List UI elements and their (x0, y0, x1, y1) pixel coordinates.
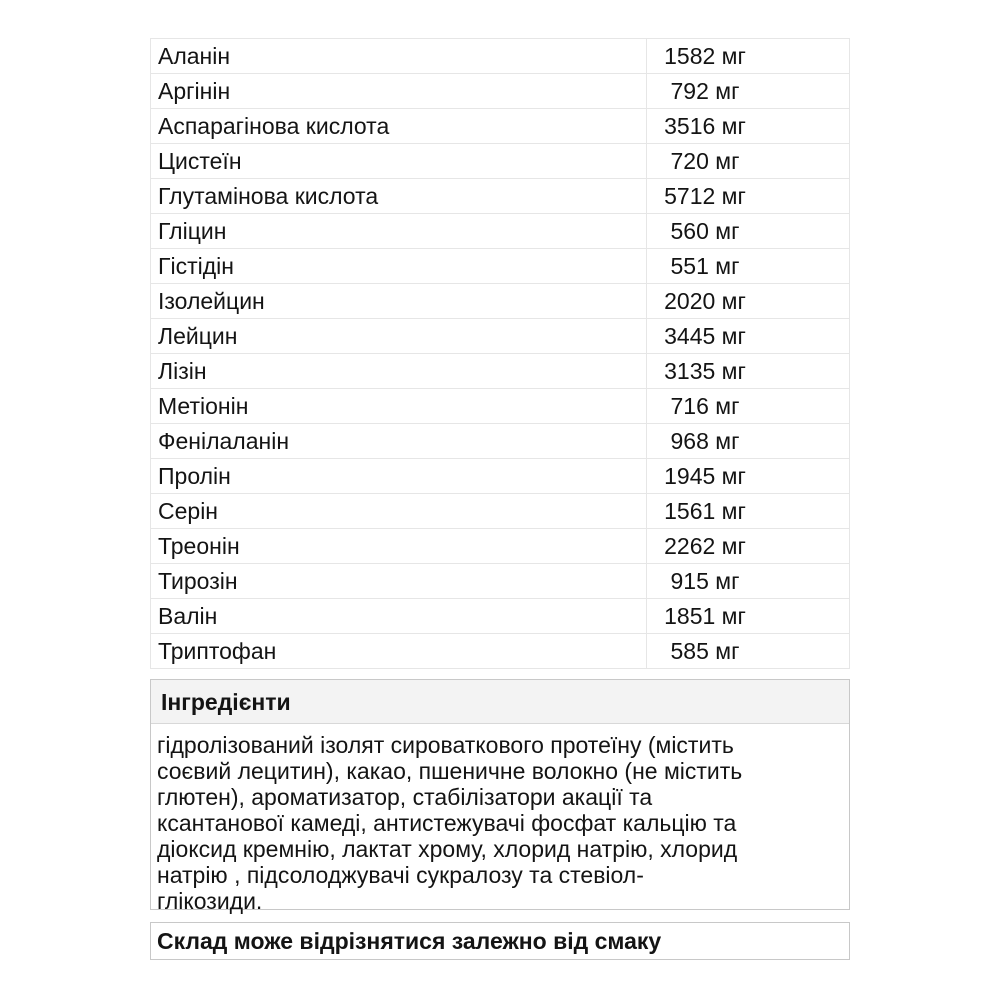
amino-acid-amount: 1561 мг (647, 494, 850, 529)
amino-acid-amount: 3516 мг (647, 109, 850, 144)
ingredients-line: натрію , підсолоджувачі сукралозу та стевіол- (157, 862, 644, 888)
amino-acid-name: Лізін (151, 354, 647, 389)
amino-acid-amount: 585 мг (647, 634, 850, 669)
amino-acid-amount: 5712 мг (647, 179, 850, 214)
table-row (151, 319, 850, 354)
ingredients-line: глікозиди. (157, 888, 263, 914)
amino-acid-name: Ізолейцин (151, 284, 647, 319)
table-row (151, 529, 850, 564)
amino-acid-name: Глутамінова кислота (151, 179, 647, 214)
ingredients-section (150, 679, 850, 914)
amino-acid-amount: 1945 мг (647, 459, 850, 494)
amino-acid-amount: 720 мг (647, 144, 850, 179)
ingredients-line: ксантанової камеді, антистежувачі фосфат кальцію та (157, 810, 737, 836)
amino-acid-name: Цистеїн (151, 144, 647, 179)
flavor-note: Склад може відрізнятися залежно від смаку (150, 922, 850, 960)
amino-acid-amount: 1851 мг (647, 599, 850, 634)
amino-acid-name: Триптофан (151, 634, 647, 669)
table-row (151, 389, 850, 424)
table-row (151, 634, 850, 669)
table-row (151, 599, 850, 634)
amino-acid-name: Аспарагінова кислота (151, 109, 647, 144)
table-row (151, 284, 850, 319)
amino-acid-name: Аланін (151, 39, 647, 74)
amino-acid-name: Гістідін (151, 249, 647, 284)
ingredients-line: глютен), ароматизатор, стабілізатори акації та (157, 784, 653, 810)
amino-acid-name: Треонін (151, 529, 647, 564)
table-row (151, 459, 850, 494)
amino-acid-amount: 968 мг (647, 424, 850, 459)
amino-acid-name: Пролін (151, 459, 647, 494)
amino-acid-name: Серін (151, 494, 647, 529)
ingredients-line: гідролізований ізолят сироваткового протеїну (містить (157, 732, 734, 758)
amino-acid-amount: 551 мг (647, 249, 850, 284)
amino-acid-name: Аргінін (151, 74, 647, 109)
amino-acid-name: Гліцин (151, 214, 647, 249)
ingredients-title: Інгредієнти (151, 680, 849, 724)
ingredients-line: діоксид кремнію, лактат хрому, хлорид натрію, хлорид (157, 836, 738, 862)
amino-acid-table (150, 38, 850, 669)
table-row (151, 179, 850, 214)
table-row (151, 564, 850, 599)
amino-acid-name: Лейцин (151, 319, 647, 354)
table-row (151, 354, 850, 389)
amino-acid-name: Тирозін (151, 564, 647, 599)
amino-acid-amount: 2020 мг (647, 284, 850, 319)
amino-acid-amount: 716 мг (647, 389, 850, 424)
amino-acid-name: Метіонін (151, 389, 647, 424)
table-row (151, 249, 850, 284)
amino-acid-amount: 1582 мг (647, 39, 850, 74)
amino-acid-amount: 2262 мг (647, 529, 850, 564)
table-row (151, 39, 850, 74)
table-row (151, 494, 850, 529)
amino-acid-amount: 792 мг (647, 74, 850, 109)
table-row (151, 214, 850, 249)
amino-acid-amount: 915 мг (647, 564, 850, 599)
amino-acid-amount: 3135 мг (647, 354, 850, 389)
ingredients-line: соєвий лецитин), какао, пшеничне волокно (не містить (157, 758, 743, 784)
table-row (151, 74, 850, 109)
table-row (151, 424, 850, 459)
table-row (151, 144, 850, 179)
amino-acid-name: Валін (151, 599, 647, 634)
amino-acid-amount: 560 мг (647, 214, 850, 249)
amino-acid-amount: 3445 мг (647, 319, 850, 354)
amino-acid-name: Фенілаланін (151, 424, 647, 459)
ingredients-text (151, 724, 849, 914)
table-row (151, 109, 850, 144)
